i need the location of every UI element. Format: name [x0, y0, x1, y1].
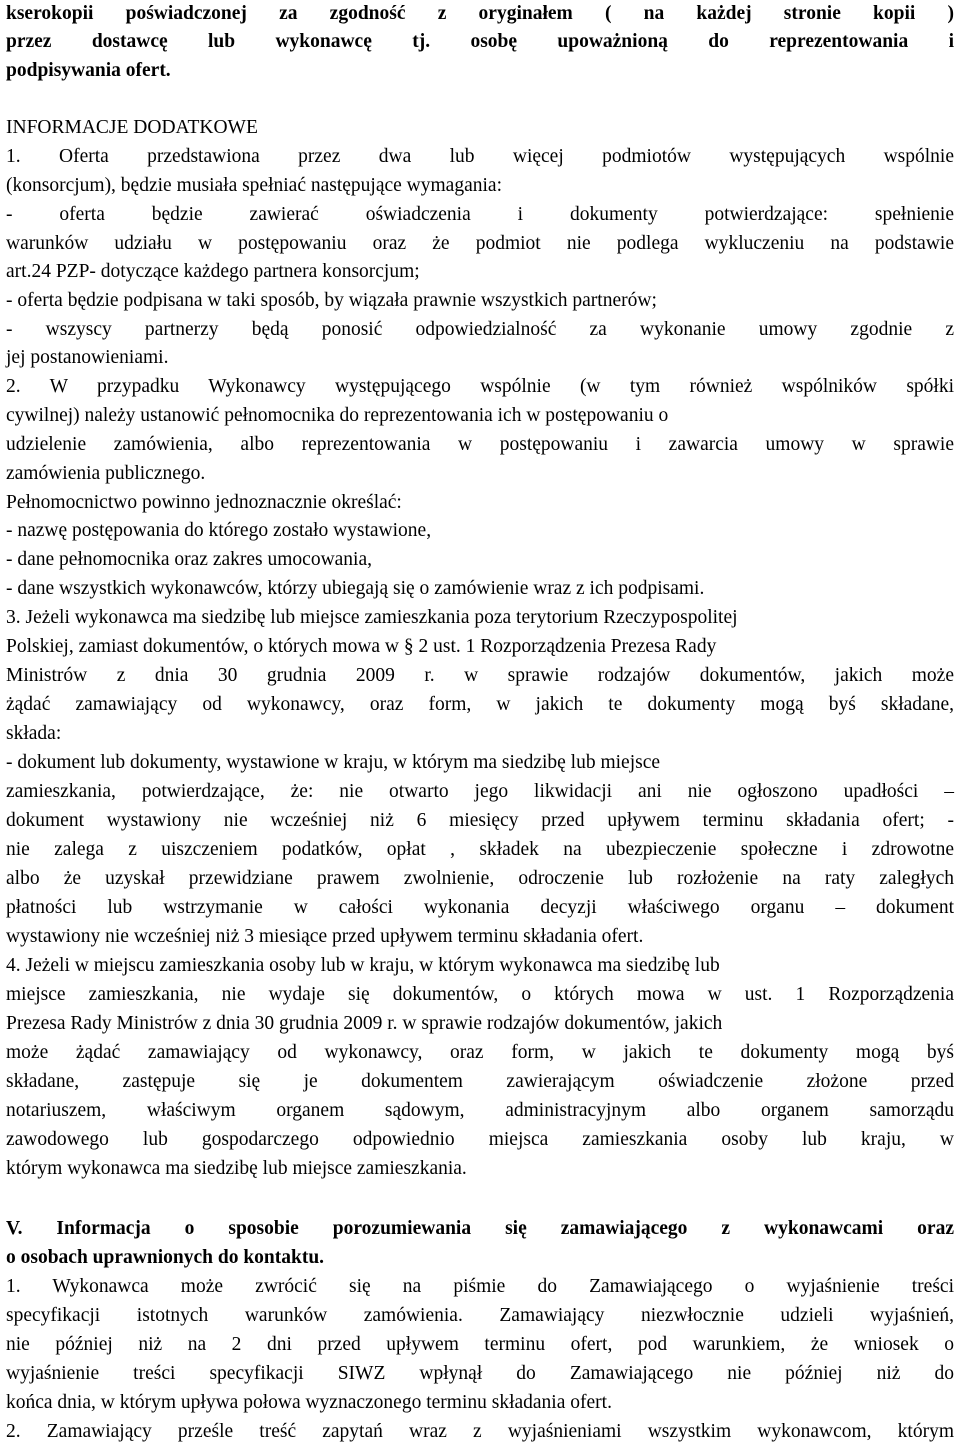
- text-line: Prezesa Rady Ministrów z dnia 30 grudnia 2009 r. w sprawie rodzajów dokumentów, jakich: [6, 1013, 723, 1034]
- text-line: kserokopii poświadczonej za zgodność z oryginałem ( na każdej stronie kopii ): [6, 3, 954, 24]
- text-line: cywilnej) należy ustanowić pełnomocnika do reprezentowania ich w postępowaniu o: [6, 405, 669, 426]
- text-line: podpisywania ofert.: [6, 60, 171, 81]
- text-line: nie zalega z uiszczeniem podatków, opłat , składek na ubezpieczenie społeczne i zdrowotne: [6, 839, 954, 860]
- text-line: art.24 PZP- dotyczące każdego partnera konsorcjum;: [6, 261, 420, 282]
- text-line: - nazwę postępowania do którego zostało wystawione,: [6, 520, 432, 541]
- text-line: wystawiony nie wcześniej niż 3 miesiące przed upływem terminu składania ofert.: [6, 926, 644, 947]
- section-heading: o osobach uprawnionych do kontaktu.: [6, 1247, 325, 1268]
- text-line: płatności lub wstrzymanie w całości wykonania decyzji właściwego organu – dokument: [6, 897, 954, 918]
- text-line: Polskiej, zamiast dokumentów, o których mowa w § 2 ust. 1 Rozporządzenia Prezesa Rady: [6, 636, 717, 657]
- text-line: miejsce zamieszkania, nie wydaje się dokumentów, o których mowa w ust. 1 Rozporządzenia: [6, 984, 954, 1005]
- text-line: końca dnia, w którym upływa połowa wyznaczonego terminu składania ofert.: [6, 1392, 612, 1413]
- text-line: - oferta będzie zawierać oświadczenia i dokumenty potwierdzające: spełnienie: [6, 204, 954, 225]
- text-line: żądać zamawiający od wykonawcy, oraz form, w jakich te dokumenty mogą byś składane,: [6, 694, 954, 715]
- text-line: specyfikacji istotnych warunków zamówienia. Zamawiający niezwłocznie udzieli wyjaśnień,: [6, 1305, 954, 1326]
- text-line: wyjaśnienie treści specyfikacji SIWZ wpłynął do Zamawiającego nie później niż do: [6, 1363, 954, 1384]
- text-line: którym wykonawca ma siedzibę lub miejsce zamieszkania.: [6, 1158, 467, 1179]
- text-line: składane, zastępuje się je dokumentem zawierającym oświadczenie złożone przed: [6, 1071, 954, 1092]
- text-line: 2. W przypadku Wykonawcy występującego wspólnie (w tym również wspólników spółki: [6, 376, 954, 397]
- text-line: dokument wystawiony nie wcześniej niż 6 miesięcy przed upływem terminu składania ofert; -: [6, 810, 954, 831]
- text-line: udzielenie zamówienia, albo reprezentowania w postępowaniu i zawarcia umowy w sprawie: [6, 434, 954, 455]
- text-line: 1. Oferta przedstawiona przez dwa lub więcej podmiotów występujących wspólnie: [6, 146, 954, 167]
- text-line: zamieszkania, potwierdzające, że: nie otwarto jego likwidacji ani nie ogłoszono upadłości –: [6, 781, 954, 802]
- text-line: - oferta będzie podpisana w taki sposób, by wiązała prawnie wszystkich partnerów;: [6, 290, 657, 311]
- text-line: może żądać zamawiający od wykonawcy, oraz form, w jakich te dokumenty mogą byś: [6, 1042, 954, 1063]
- text-line: 2. Zamawiający prześle treść zapytań wraz z wyjaśnieniami wszystkim wykonawcom, którym: [6, 1421, 954, 1442]
- text-line: składa:: [6, 723, 62, 744]
- text-line: - wszyscy partnerzy będą ponosić odpowiedzialność za wykonanie umowy zgodnie z: [6, 319, 954, 340]
- text-line: nie później niż na 2 dni przed upływem terminu ofert, pod warunkiem, że wniosek o: [6, 1334, 954, 1355]
- text-line: - dane wszystkich wykonawców, którzy ubiegają się o zamówienie wraz z ich podpisami.: [6, 578, 705, 599]
- section-heading: INFORMACJE DODATKOWE: [6, 117, 258, 138]
- text-line: notariuszem, właściwym organem sądowym, administracyjnym albo organem samorządu: [6, 1100, 954, 1121]
- text-line: przez dostawcę lub wykonawcę tj. osobę upoważnioną do reprezentowania i: [6, 31, 954, 52]
- text-line: 4. Jeżeli w miejscu zamieszkania osoby lub w kraju, w którym wykonawca ma siedzibę lub: [6, 955, 720, 976]
- text-line: Pełnomocnictwo powinno jednoznacznie określać:: [6, 492, 402, 513]
- text-line: jej postanowieniami.: [6, 347, 169, 368]
- text-line: 3. Jeżeli wykonawca ma siedzibę lub miejsce zamieszkania poza terytorium Rzeczypospolitej: [6, 607, 738, 628]
- text-line: - dane pełnomocnika oraz zakres umocowania,: [6, 549, 373, 570]
- text-line: (konsorcjum), będzie musiała spełniać następujące wymagania:: [6, 175, 502, 196]
- text-line: 1. Wykonawca może zwrócić się na piśmie do Zamawiającego o wyjaśnienie treści: [6, 1276, 954, 1297]
- text-line: warunków udziału w postępowaniu oraz że podmiot nie podlega wykluczeniu na podstawie: [6, 233, 954, 254]
- section-heading: V. Informacja o sposobie porozumiewania się zamawiającego z wykonawcami oraz: [6, 1218, 954, 1239]
- text-line: albo że uzyskał przewidziane prawem zwolnienie, odroczenie lub rozłożenie na raty zaległych: [6, 868, 954, 889]
- text-line: zawodowego lub gospodarczego odpowiednio miejsca zamieszkania osoby lub kraju, w: [6, 1129, 954, 1150]
- text-line: zamówienia publicznego.: [6, 463, 206, 484]
- text-line: - dokument lub dokumenty, wystawione w kraju, w którym ma siedzibę lub miejsce: [6, 752, 661, 773]
- text-line: Ministrów z dnia 30 grudnia 2009 r. w sprawie rodzajów dokumentów, jakich może: [6, 665, 954, 686]
